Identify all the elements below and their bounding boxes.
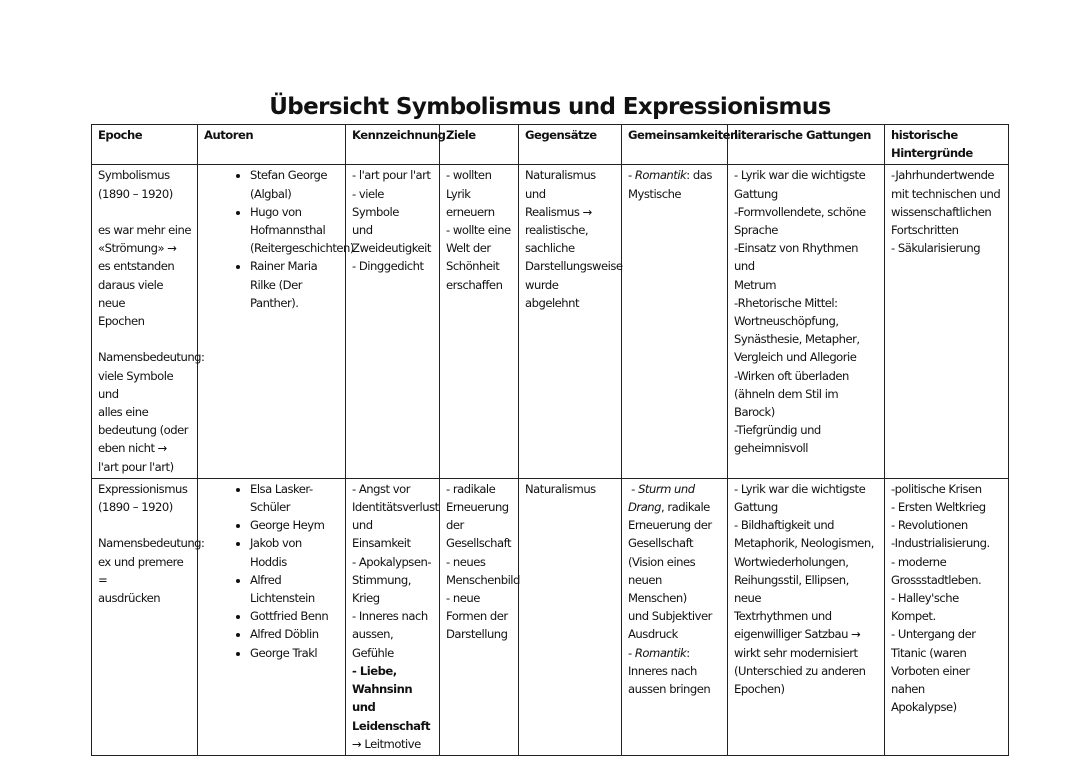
text-line: - neues: [446, 554, 486, 569]
text-line: aussen, Gefühle: [352, 627, 397, 660]
list-item: • George Heym: [250, 516, 339, 534]
text-line: [98, 330, 191, 348]
text-line: -Jahrhundertwende: [891, 168, 995, 183]
text-line: mit technischen und: [891, 186, 1001, 201]
text-line: [628, 498, 721, 516]
text-line: -politische Krisen: [891, 481, 982, 496]
col-header-gegensaetze: Gegensätze: [519, 125, 622, 165]
text-line: - neue: [446, 591, 480, 606]
text-line: [98, 203, 191, 221]
text-line: - Sturm und: [628, 481, 695, 496]
text-fragment: -: [628, 168, 635, 183]
text-line: - Dinggedicht: [352, 259, 424, 274]
text-line: Erneuerung: [446, 500, 509, 515]
text-line: Lyrik: [446, 186, 471, 201]
text-line: und: [352, 223, 373, 238]
text-line: (Unterschied zu anderen: [734, 663, 866, 678]
text-line: wissenschaftlichen: [891, 204, 992, 219]
cell-epoche: [92, 478, 205, 755]
text-line: -Tiefgründig und: [734, 423, 821, 438]
text-line: Gesellschaft: [628, 536, 694, 551]
text-fragment: Romantik: [634, 168, 687, 183]
text-fragment: : das: [686, 168, 712, 183]
list-item: • Stefan George (Algbal): [250, 166, 339, 202]
text-line: - wollte eine: [446, 223, 511, 238]
text-line: Inneres nach: [628, 663, 697, 678]
text-line: Darstellungsweise: [525, 259, 623, 274]
col-header-gemeinsamkeiten: Gemeinsamkeiten: [622, 125, 728, 165]
text-line: sachliche: [525, 241, 575, 256]
text-line: Gattung: [734, 500, 778, 515]
text-line: realistische,: [525, 223, 589, 238]
text-line: Grossstadtleben.: [891, 572, 982, 587]
text-line: - viele Symbole: [352, 186, 399, 219]
text-line: erneuern: [446, 204, 495, 219]
text-line: -Wirken oft überladen: [734, 368, 849, 383]
text-line: - wollten: [446, 168, 492, 183]
cell-gattungen: [728, 165, 885, 478]
cell-kennzeichnung: [346, 165, 440, 478]
cell-gemeinsamkeiten: [622, 165, 728, 478]
text-line: - Apokalypsen-: [352, 554, 432, 569]
cell-hintergruende: [885, 165, 1009, 478]
text-line: wurde abgelehnt: [525, 277, 580, 310]
text-line: Gesellschaft: [446, 536, 512, 551]
cell-ziele: [440, 165, 519, 478]
text-line: aussen bringen: [628, 682, 711, 697]
text-line: - Lyrik war die wichtigste: [734, 168, 866, 183]
cell-gemeinsamkeiten: [622, 478, 728, 755]
text-fragment: Sturm und: [638, 481, 695, 496]
col-header-autoren: Autoren: [198, 125, 346, 165]
text-line: Metrum: [734, 277, 777, 292]
text-line: Wortneuschöpfung,: [734, 314, 839, 329]
col-header-hintergruende: historische Hintergründe: [885, 125, 1009, 165]
text-fragment: Drang: [628, 500, 662, 515]
text-line: Leidenschaft: [352, 718, 431, 733]
text-line: - Angst vor: [352, 481, 410, 496]
text-line: Gattung: [734, 186, 778, 201]
text-line: [98, 516, 191, 534]
table-row-symbolismus: [92, 165, 1009, 478]
text-line: l'art pour l'art): [98, 459, 174, 474]
overview-table: [91, 124, 1009, 756]
text-line: - Liebe,: [352, 663, 397, 678]
list-item: • Rainer Maria Rilke (Der Panther).: [250, 257, 339, 312]
text-line: Symbolismus: [98, 168, 170, 183]
text-line: Fortschritten: [891, 223, 959, 238]
text-line: der: [446, 518, 464, 533]
text-line: (1890 – 1920): [98, 186, 173, 201]
text-line: Vergleich und Allegorie: [734, 350, 857, 365]
text-line: Wahnsinn und: [352, 682, 416, 715]
page-title: Übersicht Symbolismus und Expressionismus: [269, 94, 831, 120]
text-line: ausdrücken: [98, 591, 161, 606]
text-line: es war mehr eine: [98, 223, 191, 238]
text-line: geheimnisvoll: [734, 441, 808, 456]
text-line: - radikale: [446, 481, 496, 496]
text-line: - Lyrik war die wichtigste: [734, 481, 866, 496]
author-list: [204, 480, 339, 662]
text-fragment: , radikale: [661, 500, 710, 515]
text-line: -Formvollendete, schöne: [734, 204, 866, 219]
text-line: Synästhesie, Metapher,: [734, 332, 860, 347]
text-line: - Untergang der: [891, 627, 976, 642]
text-line: (Vision eines: [628, 554, 696, 569]
text-line: - Säkularisierung: [891, 241, 981, 256]
text-line: Zweideutigkeit: [352, 241, 431, 256]
text-line: - Romantik:: [628, 645, 690, 660]
text-line: Wortwiederholungen,: [734, 554, 849, 569]
text-fragment: :: [686, 645, 690, 660]
text-line: Reihungsstil, Ellipsen, neue: [734, 572, 852, 606]
text-line: - moderne: [891, 554, 947, 569]
text-line: → Leitmotive: [352, 736, 421, 751]
text-line: alles eine: [98, 405, 149, 420]
text-line: erschaffen: [446, 277, 503, 292]
text-line: Epochen): [734, 682, 785, 697]
list-item: • Elsa Lasker-Schüler: [250, 480, 339, 516]
text-line: (1890 – 1920): [98, 500, 173, 515]
cell-gegensaetze: [519, 478, 622, 755]
text-line: Darstellung: [446, 627, 508, 642]
text-line: es entstanden: [98, 259, 175, 274]
text-line: «Strömung» →: [98, 241, 177, 256]
cell-hintergruende: [885, 478, 1009, 755]
text-line: ex und premere =: [98, 554, 187, 587]
text-line: bedeutung (oder: [98, 423, 188, 438]
cell-epoche: [92, 165, 205, 478]
text-line: - Halley'sche Kompet.: [891, 591, 962, 624]
text-line: -Industrialisierung.: [891, 536, 990, 551]
text-line: - Bildhaftigkeit und: [734, 518, 835, 533]
text-line: Namensbedeutung:: [98, 536, 205, 551]
text-line: daraus viele neue: [98, 277, 167, 310]
header-row: [92, 125, 1009, 165]
text-line: Textrhythmen und: [734, 609, 832, 624]
text-line: Stimmung, Krieg: [352, 572, 415, 606]
text-line: - Ersten Weltkrieg: [891, 500, 986, 515]
cell-gegensaetze: [519, 165, 622, 478]
col-header-kennzeichnung: Kennzeichnung: [346, 125, 440, 165]
col-header-gattungen: literarische Gattungen: [728, 125, 885, 165]
cell-kennzeichnung: [346, 478, 440, 755]
text-line: - l'art pour l'art: [352, 168, 431, 183]
text-line: und Subjektiver: [628, 609, 712, 624]
col-header-epoche: Epoche: [92, 125, 198, 165]
text-line: - Inneres nach: [352, 609, 428, 624]
text-line: Naturalismus und: [525, 168, 599, 201]
text-line: und Einsamkeit: [352, 518, 411, 551]
text-line: neuen Menschen): [628, 572, 687, 606]
table-row-expressionismus: [92, 478, 1009, 755]
col-header-ziele: Ziele: [440, 125, 519, 165]
author-list: [204, 166, 354, 312]
text-line: -Einsatz von Rhythmen und: [734, 241, 862, 274]
text-line: Schönheit: [446, 259, 500, 274]
text-line: Erneuerung der: [628, 518, 712, 533]
text-line: [628, 166, 721, 184]
text-line: Realismus →: [525, 204, 592, 219]
text-line: Mystische: [628, 186, 682, 201]
text-line: Sprache: [734, 223, 778, 238]
text-line: Apokalypse): [891, 700, 957, 715]
text-line: Expressionismus: [98, 481, 188, 496]
list-item: • Alfred Döblin: [250, 625, 339, 643]
text-line: Titanic (waren: [891, 645, 967, 660]
text-fragment: Romantik: [634, 645, 687, 660]
list-item: • Alfred Lichtenstein: [250, 571, 339, 607]
text-line: eben nicht →: [98, 441, 167, 456]
text-line: Metaphorik, Neologismen,: [734, 536, 874, 551]
cell-ziele: [440, 478, 519, 755]
text-line: Epochen: [98, 314, 145, 329]
text-line: Namensbedeutung:: [98, 350, 205, 365]
text-line: Menschenbild: [446, 572, 520, 587]
cell-gattungen: [728, 478, 885, 755]
cell-autoren: [198, 165, 354, 478]
list-item: • Hugo von Hofmannsthal (Reitergeschichten): [250, 203, 339, 258]
text-line: viele Symbole und: [98, 368, 177, 401]
list-item: • Jakob von Hoddis: [250, 534, 339, 570]
text-line: wirkt sehr modernisiert: [734, 645, 858, 660]
text-line: Welt der: [446, 241, 491, 256]
cell-autoren: [198, 478, 346, 755]
text-line: -Rhetorische Mittel:: [734, 295, 838, 310]
text-line: Identitätsverlust: [352, 500, 439, 515]
text-line: Vorboten einer nahen: [891, 663, 973, 697]
list-item: • Gottfried Benn: [250, 607, 339, 625]
list-item: • George Trakl: [250, 644, 339, 662]
text-line: Naturalismus: [525, 481, 596, 496]
text-line: Ausdruck: [628, 627, 678, 642]
text-line: eigenwilliger Satzbau →: [734, 627, 861, 642]
text-line: Formen der: [446, 609, 508, 624]
text-line: - Revolutionen: [891, 518, 968, 533]
text-line: (ähneln dem Stil im Barock): [734, 386, 842, 420]
